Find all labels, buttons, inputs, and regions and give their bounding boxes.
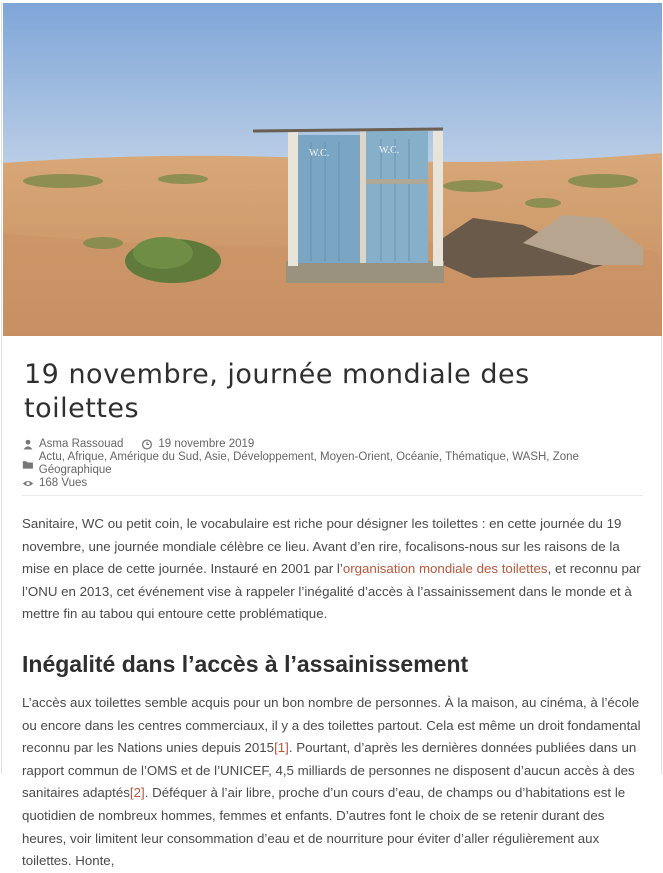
- page-title: 19 novembre, journée mondiale des toilettes: [24, 359, 530, 424]
- section-text-3: . Déféquer à l’air libre, proche d’un cours d’eau, de champs ou d’habitations est le quotidien de nombreux hommes, femmes et enfants. D’autres font le choix de se retenir durant des heures, voir limitent leur consommation d’eau et de nourriture pour éviter d’aller régulièrement aux toilettes. Honte,: [22, 785, 626, 869]
- door-label-left: W.C.: [309, 148, 330, 159]
- intro-paragraph: [22, 513, 643, 626]
- footnote-link-2[interactable]: [2]: [129, 785, 145, 801]
- intro-text-after: , et reconnu par l’ONU en 2013, cet événement vise à rappeler l’inégalité d’accès à l’assainissement dans le monde et à mettre fin au tabou qui entoure cette problématique.: [22, 561, 641, 622]
- folder-icon: [22, 459, 34, 470]
- hero-image: [3, 3, 662, 336]
- section-paragraph: [22, 692, 643, 873]
- section-heading: Inégalité dans l’accès à l’assainissement: [22, 650, 469, 677]
- meta-divider: [22, 495, 643, 496]
- post-date: 19 novembre 2019: [158, 438, 255, 450]
- author-link[interactable]: Asma Rassouad: [39, 438, 124, 450]
- section-text-2: . Pourtant, d’après les dernières données publiées dans un rapport commun de l’OMS et de l’UNICEF, 4,5 milliards de personnes ne disposent d’aucun accès à des sanitaires adaptés: [22, 740, 637, 801]
- category-links[interactable]: Actu, Afrique, Amérique du Sud, Asie, Développement, Moyen-Orient, Océanie, Thématique, WASH, Zone Géographique: [38, 451, 579, 476]
- article-page: [1, 3, 662, 869]
- intro-text-before: Sanitaire, WC ou petit coin, le vocabulaire est riche pour désigner les toilettes : en cette journée du 19 novembre, une journée mondiale célèbre ce lieu. Avant d’en rire, focalisons-nous sur les raisons de la mise en place de cette journée. Instauré en 2001 par l’: [22, 516, 622, 577]
- door-label-right: W.C.: [379, 145, 400, 156]
- eye-icon: [22, 478, 34, 489]
- footnote-link-1[interactable]: [1]: [274, 740, 289, 756]
- section-text-1: L’accès aux toilettes semble acquis pour un bon nombre de personnes. À la maison, au cinéma, à l’école ou encore dans les centres commerciaux, il y a des toilettes partout. Cela est même un droit fondamental reconnu par les Nations unies depuis 2015: [22, 694, 641, 756]
- world-toilet-organization-link[interactable]: organisation mondiale des toilettes: [342, 561, 548, 577]
- user-icon: [22, 439, 34, 450]
- view-count: 168 Vues: [39, 477, 88, 489]
- post-meta: [22, 438, 643, 490]
- clock-icon: [141, 439, 153, 450]
